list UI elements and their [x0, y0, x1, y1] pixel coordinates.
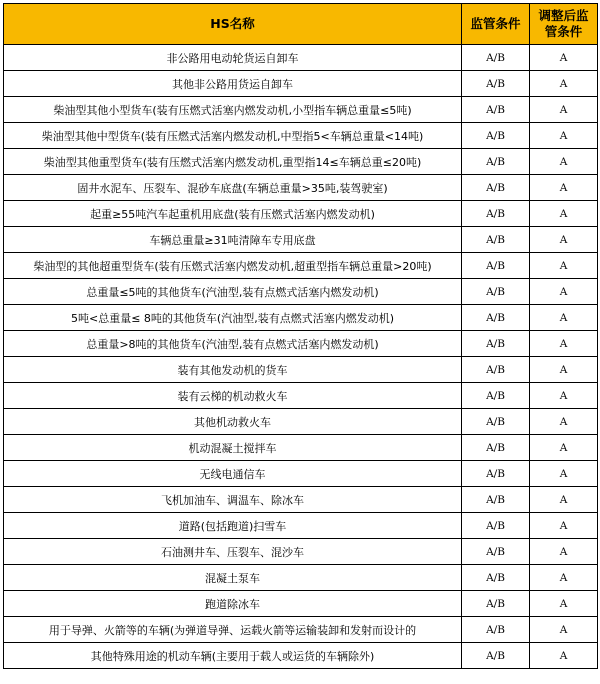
cell-supervision-condition: A/B — [462, 97, 530, 123]
cell-supervision-condition: A/B — [462, 45, 530, 71]
table-row — [4, 123, 598, 149]
table-header-row — [4, 4, 598, 45]
cell-adjusted-condition: A — [530, 253, 598, 279]
table-row — [4, 149, 598, 175]
header-adjusted-line2: 管条件 — [544, 24, 583, 39]
table-row — [4, 175, 598, 201]
table-row — [4, 45, 598, 71]
cell-supervision-condition: A/B — [462, 279, 530, 305]
table-row — [4, 617, 598, 643]
cell-hs-name: 非公路用电动轮货运自卸车 — [4, 45, 462, 71]
cell-supervision-condition: A/B — [462, 71, 530, 97]
cell-hs-name: 跑道除冰车 — [4, 591, 462, 617]
cell-hs-name: 总重量>8吨的其他货车(汽油型,装有点燃式活塞内燃发动机) — [4, 331, 462, 357]
table-row — [4, 279, 598, 305]
cell-adjusted-condition: A — [530, 487, 598, 513]
cell-supervision-condition: A/B — [462, 305, 530, 331]
cell-hs-name: 其他非公路用货运自卸车 — [4, 71, 462, 97]
cell-hs-name: 道路(包括跑道)扫雪车 — [4, 513, 462, 539]
cell-adjusted-condition: A — [530, 279, 598, 305]
cell-supervision-condition: A/B — [462, 409, 530, 435]
cell-adjusted-condition: A — [530, 513, 598, 539]
hs-regulation-table-container — [3, 3, 597, 669]
cell-adjusted-condition: A — [530, 331, 598, 357]
cell-adjusted-condition: A — [530, 591, 598, 617]
table-row — [4, 591, 598, 617]
table-row — [4, 513, 598, 539]
table-row — [4, 253, 598, 279]
cell-adjusted-condition: A — [530, 97, 598, 123]
cell-hs-name: 用于导弹、火箭等的车辆(为弹道导弹、运载火箭等运输装卸和发射而设计的 — [4, 617, 462, 643]
cell-hs-name: 机动混凝土搅拌车 — [4, 435, 462, 461]
cell-supervision-condition: A/B — [462, 643, 530, 669]
cell-adjusted-condition: A — [530, 409, 598, 435]
cell-supervision-condition: A/B — [462, 149, 530, 175]
cell-supervision-condition: A/B — [462, 461, 530, 487]
cell-adjusted-condition: A — [530, 201, 598, 227]
table-row — [4, 331, 598, 357]
table-row — [4, 97, 598, 123]
cell-adjusted-condition: A — [530, 565, 598, 591]
table-row — [4, 643, 598, 669]
cell-hs-name: 石油测井车、压裂车、混沙车 — [4, 539, 462, 565]
table-row — [4, 71, 598, 97]
table-row — [4, 305, 598, 331]
header-hs-name: HS名称 — [4, 4, 462, 45]
table-row — [4, 409, 598, 435]
cell-supervision-condition: A/B — [462, 227, 530, 253]
table-row — [4, 461, 598, 487]
cell-hs-name: 其他机动救火车 — [4, 409, 462, 435]
cell-adjusted-condition: A — [530, 461, 598, 487]
table-row — [4, 383, 598, 409]
header-adjusted-condition — [530, 4, 598, 45]
cell-adjusted-condition: A — [530, 305, 598, 331]
cell-hs-name: 固井水泥车、压裂车、混砂车底盘(车辆总重量>35吨,装驾驶室) — [4, 175, 462, 201]
cell-supervision-condition: A/B — [462, 487, 530, 513]
cell-supervision-condition: A/B — [462, 591, 530, 617]
cell-supervision-condition: A/B — [462, 357, 530, 383]
cell-hs-name: 总重量≤5吨的其他货车(汽油型,装有点燃式活塞内燃发动机) — [4, 279, 462, 305]
cell-adjusted-condition: A — [530, 45, 598, 71]
cell-supervision-condition: A/B — [462, 565, 530, 591]
table-row — [4, 201, 598, 227]
cell-supervision-condition: A/B — [462, 201, 530, 227]
cell-hs-name: 车辆总重量≥31吨清障车专用底盘 — [4, 227, 462, 253]
cell-adjusted-condition: A — [530, 539, 598, 565]
cell-adjusted-condition: A — [530, 227, 598, 253]
table-row — [4, 227, 598, 253]
hs-regulation-table — [3, 3, 598, 669]
cell-supervision-condition: A/B — [462, 383, 530, 409]
cell-adjusted-condition: A — [530, 175, 598, 201]
table-row — [4, 487, 598, 513]
cell-supervision-condition: A/B — [462, 617, 530, 643]
cell-hs-name: 起重≥55吨汽车起重机用底盘(装有压燃式活塞内燃发动机) — [4, 201, 462, 227]
cell-adjusted-condition: A — [530, 383, 598, 409]
cell-adjusted-condition: A — [530, 435, 598, 461]
header-adjusted-line1: 调整后监 — [538, 8, 589, 23]
cell-adjusted-condition: A — [530, 123, 598, 149]
cell-hs-name: 混凝土泵车 — [4, 565, 462, 591]
cell-hs-name: 柴油型其他中型货车(装有压燃式活塞内燃发动机,中型指5<车辆总重量<14吨) — [4, 123, 462, 149]
table-body — [4, 45, 598, 669]
cell-hs-name: 飞机加油车、调温车、除冰车 — [4, 487, 462, 513]
cell-adjusted-condition: A — [530, 71, 598, 97]
cell-hs-name: 其他特殊用途的机动车辆(主要用于载人或运货的车辆除外) — [4, 643, 462, 669]
cell-adjusted-condition: A — [530, 149, 598, 175]
table-row — [4, 565, 598, 591]
cell-supervision-condition: A/B — [462, 175, 530, 201]
table-row — [4, 357, 598, 383]
cell-adjusted-condition: A — [530, 357, 598, 383]
cell-adjusted-condition: A — [530, 643, 598, 669]
cell-hs-name: 装有其他发动机的货车 — [4, 357, 462, 383]
cell-hs-name: 无线电通信车 — [4, 461, 462, 487]
table-row — [4, 539, 598, 565]
cell-supervision-condition: A/B — [462, 539, 530, 565]
cell-supervision-condition: A/B — [462, 331, 530, 357]
cell-hs-name: 5吨<总重量≤ 8吨的其他货车(汽油型,装有点燃式活塞内燃发动机) — [4, 305, 462, 331]
cell-hs-name: 柴油型的其他超重型货车(装有压燃式活塞内燃发动机,超重型指车辆总重量>20吨) — [4, 253, 462, 279]
cell-supervision-condition: A/B — [462, 435, 530, 461]
cell-supervision-condition: A/B — [462, 123, 530, 149]
cell-hs-name: 装有云梯的机动救火车 — [4, 383, 462, 409]
table-row — [4, 435, 598, 461]
header-supervision-condition: 监管条件 — [462, 4, 530, 45]
cell-hs-name: 柴油型其他小型货车(装有压燃式活塞内燃发动机,小型指车辆总重量≤5吨) — [4, 97, 462, 123]
cell-hs-name: 柴油型其他重型货车(装有压燃式活塞内燃发动机,重型指14≤车辆总重≤20吨) — [4, 149, 462, 175]
cell-supervision-condition: A/B — [462, 513, 530, 539]
cell-supervision-condition: A/B — [462, 253, 530, 279]
cell-adjusted-condition: A — [530, 617, 598, 643]
